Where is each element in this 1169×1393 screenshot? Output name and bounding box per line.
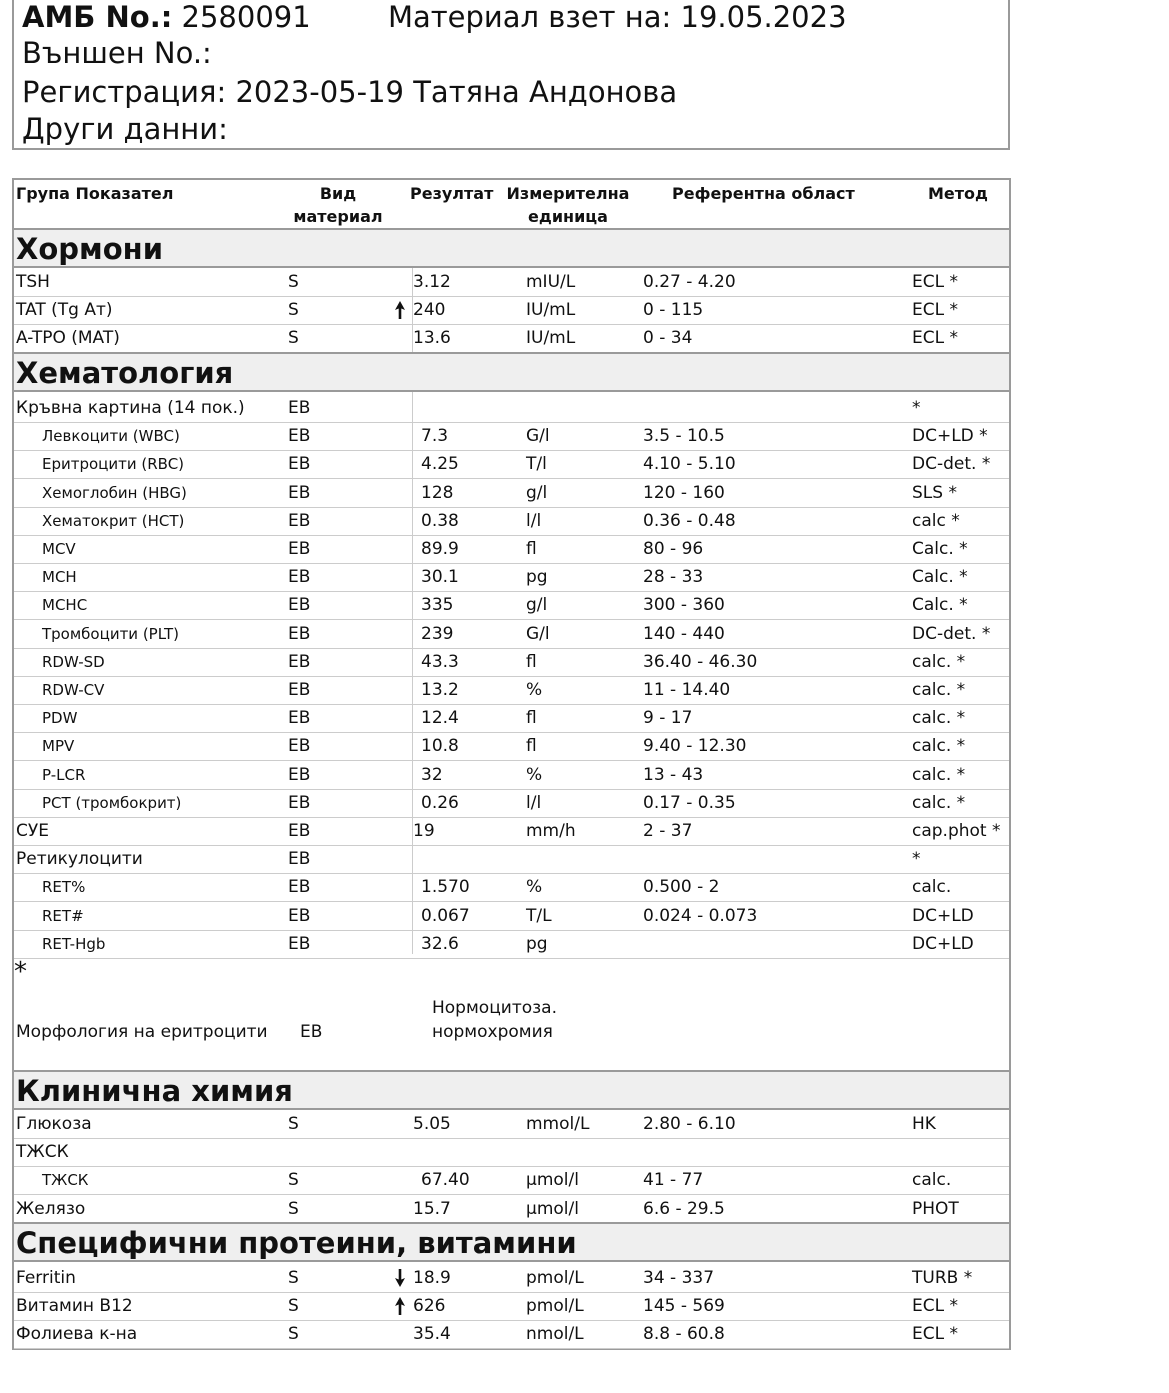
arrow-up-icon: [394, 1296, 406, 1316]
unit: G/l: [526, 623, 550, 644]
table-row: [14, 1320, 1009, 1349]
method: DC-det. *: [912, 454, 991, 475]
col-unit: [502, 182, 634, 228]
result-value: 35.4: [413, 1324, 451, 1345]
material-type: EB: [288, 567, 311, 588]
test-name: RET%: [42, 878, 86, 897]
result-value: 626: [413, 1296, 446, 1317]
table-row: [14, 324, 1009, 353]
result-value: 1.570: [421, 877, 470, 898]
test-name: TSH: [16, 272, 50, 292]
unit: mmol/L: [526, 1114, 590, 1134]
table-row: [14, 450, 1009, 479]
reference-range: 0 - 34: [643, 328, 693, 349]
test-name: Фолиева к-на: [16, 1324, 138, 1345]
reference-range: 2.80 - 6.10: [643, 1114, 736, 1134]
result-value: 239: [421, 623, 454, 644]
method: calc. *: [912, 680, 966, 700]
report-header: [12, 0, 1010, 150]
unit: l/l: [526, 792, 542, 813]
material-type: EB: [288, 398, 311, 418]
method: Calc. *: [912, 567, 968, 588]
unit: µmol/l: [526, 1198, 579, 1219]
method: DC+LD: [912, 933, 974, 954]
unit: pg: [526, 933, 548, 954]
method: TURB *: [912, 1268, 973, 1288]
col-material: [292, 182, 384, 228]
col-material-line2: материал: [293, 207, 383, 226]
unit: G/l: [526, 426, 550, 447]
test-name: RET#: [42, 906, 84, 925]
table-row: [14, 732, 1009, 761]
result-value: 0.067: [421, 905, 470, 926]
test-name: MCV: [42, 540, 76, 558]
reference-range: 0.500 - 2: [643, 877, 720, 898]
unit: g/l: [526, 482, 548, 503]
section-title-hematology: Хематология: [16, 356, 234, 390]
amb-number: 2580091: [181, 0, 311, 34]
method: ECL *: [912, 300, 958, 321]
col-reference: Референтна област: [672, 184, 855, 203]
result-value: 67.40: [421, 1170, 470, 1191]
unit: IU/mL: [526, 328, 576, 349]
material-type: EB: [288, 482, 311, 503]
table-row: [14, 394, 1009, 423]
other-data: Други данни:: [22, 112, 228, 146]
section-title-chemistry: Клинична химия: [16, 1074, 293, 1108]
unit: fl: [526, 736, 537, 757]
reference-range: 120 - 160: [643, 482, 725, 503]
material-type: S: [288, 1198, 299, 1219]
result-value: 43.3: [421, 651, 459, 672]
reference-range: 8.8 - 60.8: [643, 1324, 725, 1345]
table-row: [14, 535, 1009, 564]
method: calc *: [912, 510, 960, 531]
test-name: Хематокрит (HCT): [42, 511, 185, 530]
reference-range: 140 - 440: [643, 623, 725, 644]
table-row: [14, 479, 1009, 508]
reference-range: 3.5 - 10.5: [643, 426, 725, 447]
method: DC+LD *: [912, 426, 988, 447]
test-name: Кръвна картина (14 пок.): [16, 398, 245, 418]
unit: µmol/l: [526, 1170, 579, 1191]
reference-range: 0.36 - 0.48: [643, 510, 736, 531]
method: Calc. *: [912, 595, 968, 616]
method: Calc. *: [912, 539, 968, 559]
method: cap.phot *: [912, 821, 1001, 841]
result-value: 13.2: [421, 680, 459, 700]
test-name: PCT (тромбокрит): [42, 793, 182, 812]
unit: T/l: [526, 454, 547, 475]
test-name: RDW-CV: [42, 681, 105, 699]
material-type: EB: [288, 454, 311, 475]
table-row: [14, 1195, 1009, 1224]
method: DC+LD: [912, 905, 974, 926]
table-row: [14, 620, 1009, 649]
col-method: Метод: [928, 184, 988, 203]
test-name: Хемоглобин (HBG): [42, 483, 187, 502]
result-value: 18.9: [413, 1268, 451, 1288]
unit: pg: [526, 567, 548, 588]
results-table: [12, 178, 1011, 1350]
morphology-block: [14, 957, 1009, 1072]
material-type: EB: [288, 905, 311, 926]
table-row: [14, 704, 1009, 733]
test-name: MCH: [42, 568, 77, 587]
unit: T/L: [526, 905, 552, 926]
method: calc. *: [912, 708, 966, 729]
result-value: 0.26: [421, 792, 459, 813]
unit: pmol/L: [526, 1296, 584, 1317]
test-name: Глюкоза: [16, 1114, 92, 1134]
material-type: EB: [288, 651, 311, 672]
material-type: EB: [288, 426, 311, 447]
method: calc. *: [912, 736, 966, 757]
result-value: 5.05: [413, 1114, 451, 1134]
method: *: [912, 398, 921, 418]
material-type: EB: [288, 510, 311, 531]
test-name: PDW: [42, 709, 78, 728]
col-unit-line1: Измерителна: [506, 184, 630, 203]
method: ECL *: [912, 272, 958, 292]
col-result: Резултат: [410, 184, 494, 203]
reference-range: 145 - 569: [643, 1296, 725, 1317]
test-name: A-TPO (MAT): [16, 328, 120, 349]
unit: l/l: [526, 510, 542, 531]
test-name: Тромбоцити (PLT): [42, 624, 180, 643]
material-taken: Материал взет на: 19.05.2023: [388, 0, 847, 34]
material-type: S: [288, 300, 299, 321]
method: ECL *: [912, 328, 958, 349]
material-type: EB: [288, 539, 311, 559]
method: SLS *: [912, 482, 957, 503]
material-type: S: [288, 1324, 299, 1345]
result-value: 7.3: [421, 426, 449, 447]
section-hormones: [14, 228, 1009, 268]
table-row: [14, 1292, 1009, 1321]
material-type: S: [288, 1268, 299, 1288]
unit: fl: [526, 708, 537, 729]
test-name: MPV: [42, 737, 75, 756]
unit: fl: [526, 651, 537, 672]
reference-range: 2 - 37: [643, 821, 693, 841]
material-type: EB: [288, 595, 311, 616]
table-row: [14, 789, 1009, 818]
unit: %: [526, 680, 543, 700]
amb-line: [22, 0, 311, 34]
reference-range: 11 - 14.40: [643, 680, 731, 700]
table-row: [14, 930, 1009, 959]
result-value: 32: [421, 764, 443, 785]
reference-range: 0 - 115: [643, 300, 704, 321]
morphology-result-line1: Нормоцитоза.: [432, 998, 557, 1018]
method: DC-det. *: [912, 623, 991, 644]
table-row: [14, 845, 1009, 874]
material-type: EB: [288, 933, 311, 954]
method: calc. *: [912, 792, 966, 813]
table-row: [14, 507, 1009, 536]
material-type: EB: [288, 821, 311, 841]
material-type: EB: [288, 708, 311, 729]
material-type: EB: [288, 623, 311, 644]
method: calc. *: [912, 764, 966, 785]
reference-range: 0.17 - 0.35: [643, 792, 736, 813]
result-value: 10.8: [421, 736, 459, 757]
test-name: RDW-SD: [42, 652, 105, 671]
result-value: 32.6: [421, 933, 459, 954]
reference-range: 9.40 - 12.30: [643, 736, 747, 757]
material-type: S: [288, 1170, 299, 1191]
material-type: EB: [288, 680, 311, 700]
test-name: MCHC: [42, 596, 88, 615]
section-title-hormones: Хормони: [16, 232, 164, 266]
table-row: [14, 817, 1009, 846]
result-value: 335: [421, 595, 454, 616]
table-row: [14, 563, 1009, 592]
material-type: EB: [288, 877, 311, 898]
result-value: 3.12: [413, 272, 451, 292]
method: calc.: [912, 877, 952, 898]
result-value: 128: [421, 482, 454, 503]
table-row: [14, 1264, 1009, 1293]
method: ECL *: [912, 1324, 958, 1345]
table-row: [14, 902, 1009, 931]
test-name: СУЕ: [16, 821, 49, 841]
method: calc. *: [912, 651, 966, 672]
section-proteins: [14, 1222, 1009, 1262]
reference-range: 34 - 337: [643, 1268, 715, 1288]
col-unit-line2: единица: [528, 207, 608, 226]
material-type: S: [288, 1296, 299, 1317]
test-name: Левкоцити (WBC): [42, 427, 180, 446]
reference-range: 4.10 - 5.10: [643, 454, 736, 475]
reference-range: 9 - 17: [643, 708, 693, 729]
material-type: S: [288, 1114, 299, 1134]
reference-range: 41 - 77: [643, 1170, 704, 1191]
result-value: 12.4: [421, 708, 459, 729]
test-name: P-LCR: [42, 765, 86, 784]
table-row: [14, 422, 1009, 451]
result-value: 4.25: [421, 454, 459, 475]
amb-label: АМБ No.:: [22, 0, 173, 34]
method: PHOT: [912, 1198, 959, 1219]
morphology-asterisk: *: [14, 957, 27, 987]
reference-range: 80 - 96: [643, 539, 704, 559]
section-chemistry: [14, 1070, 1009, 1110]
table-row: [14, 1138, 1009, 1167]
section-title-proteins: Специфични протеини, витамини: [16, 1226, 577, 1260]
method: calc.: [912, 1170, 952, 1191]
table-row: [14, 296, 1009, 325]
reference-range: 28 - 33: [643, 567, 704, 588]
material-type: S: [288, 272, 299, 292]
table-row: [14, 591, 1009, 620]
test-name: Ретикулоцити: [16, 849, 143, 870]
unit: IU/mL: [526, 300, 576, 321]
arrow-up-icon: [394, 300, 406, 320]
material-type: EB: [288, 764, 311, 785]
external-number: Външен No.:: [22, 36, 212, 70]
unit: mIU/L: [526, 272, 576, 292]
result-value: 240: [413, 300, 446, 321]
table-row: [14, 761, 1009, 790]
arrow-down-icon: [394, 1268, 406, 1288]
result-value: 19: [413, 821, 435, 841]
test-name: TAT (Tg Ат): [16, 300, 113, 321]
unit: pmol/L: [526, 1268, 584, 1288]
test-name: Ferritin: [16, 1268, 76, 1288]
material-type: EB: [288, 849, 311, 870]
reference-range: 0.27 - 4.20: [643, 272, 736, 292]
reference-range: 0.024 - 0.073: [643, 905, 758, 926]
col-material-line1: Вид: [319, 184, 357, 203]
method: ECL *: [912, 1296, 958, 1317]
result-value: 13.6: [413, 328, 451, 349]
test-name: RET-Hgb: [42, 934, 106, 953]
method: HK: [912, 1114, 936, 1134]
registration: Регистрация: 2023-05-19 Татяна Андонова: [22, 75, 678, 109]
unit: g/l: [526, 595, 548, 616]
col-group: Група Показател: [16, 184, 174, 203]
result-value: 15.7: [413, 1198, 451, 1219]
test-name: Витамин B12: [16, 1296, 133, 1317]
table-row: [14, 873, 1009, 902]
morphology-name: Морфология на еритроцити: [16, 1022, 268, 1042]
test-name: ТЖСК: [16, 1142, 69, 1163]
reference-range: 36.40 - 46.30: [643, 651, 758, 672]
morphology-material: EB: [300, 1022, 323, 1042]
test-name: Желязо: [16, 1198, 86, 1219]
unit: %: [526, 764, 543, 785]
result-value: 89.9: [421, 539, 459, 559]
test-name: ТЖСК: [42, 1171, 89, 1190]
method: *: [912, 849, 921, 870]
result-value: 0.38: [421, 510, 459, 531]
table-row: [14, 676, 1009, 705]
table-row: [14, 1110, 1009, 1139]
material-type: EB: [288, 792, 311, 813]
result-value: 30.1: [421, 567, 459, 588]
morphology-result-line2: нормохромия: [432, 1022, 553, 1042]
table-row: [14, 268, 1009, 297]
table-row: [14, 648, 1009, 677]
material-type: EB: [288, 736, 311, 757]
table-row: [14, 1166, 1009, 1195]
reference-range: 6.6 - 29.5: [643, 1198, 725, 1219]
reference-range: 13 - 43: [643, 764, 704, 785]
unit: nmol/L: [526, 1324, 584, 1345]
unit: fl: [526, 539, 537, 559]
unit: %: [526, 877, 543, 898]
reference-range: 300 - 360: [643, 595, 725, 616]
material-type: S: [288, 328, 299, 349]
unit: mm/h: [526, 821, 576, 841]
section-hematology: [14, 352, 1009, 392]
test-name: Еритроцити (RBC): [42, 455, 185, 474]
